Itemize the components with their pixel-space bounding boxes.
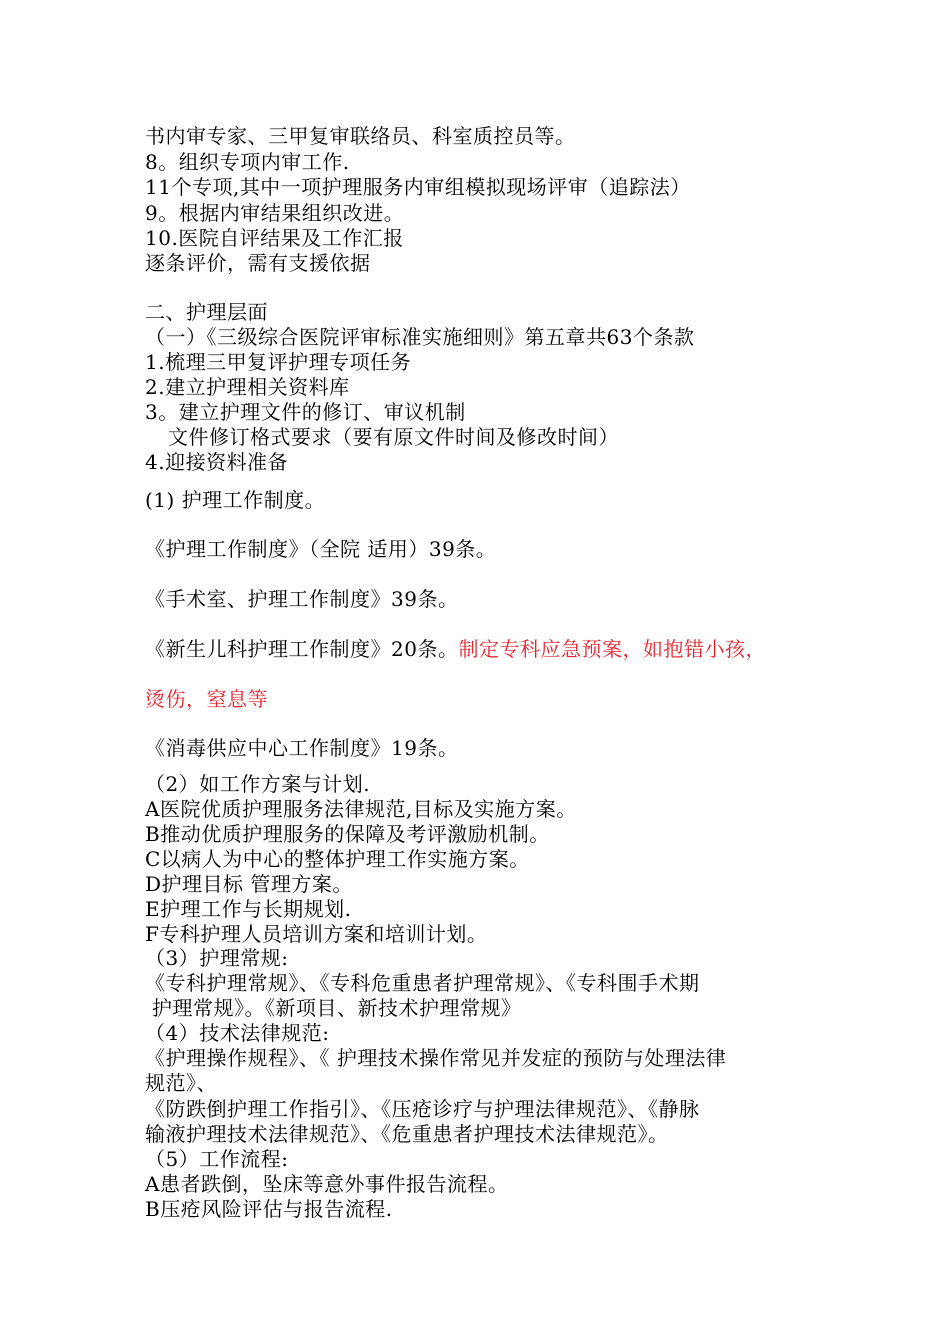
text-line: （一）《三级综合医院评审标准实施细则》第五章共63个条款 (145, 325, 695, 349)
section-heading: 二、护理层面 (145, 300, 268, 324)
text-line: 9。根据内审结果组织改进。 (145, 201, 405, 225)
text-line (145, 637, 766, 661)
text-line: E护理工作与长期规划. (145, 897, 352, 921)
text-line: 书内审专家、三甲复审联络员、科室质控员等。 (145, 124, 576, 148)
highlighted-note: 制定专科应急预案，如抱错小孩， (458, 637, 766, 661)
text-line: A患者跌倒，坠床等意外事件报告流程。 (145, 1172, 509, 1196)
text-line: B推动优质护理服务的保障及考评激励机制。 (145, 822, 550, 846)
text-line: F专科护理人员培训方案和培训计划。 (145, 922, 488, 946)
text-line: 1.梳理三甲复评护理专项任务 (145, 350, 412, 374)
text-line: C以病人为中心的整体护理工作实施方案。 (145, 847, 530, 871)
text-line: 输液护理技术法律规范》、《危重患者护理技术法律规范》。 (145, 1122, 669, 1146)
text-line: （2）如工作方案与计划. (145, 772, 371, 796)
text-line: 《消毒供应中心工作制度》19条。 (145, 736, 459, 760)
text-line: 《护理工作制度》（全院 适用）39条。 (145, 537, 497, 561)
text-line: D护理目标 管理方案。 (145, 872, 353, 896)
text-line: 文件修订格式要求（要有原文件时间及修改时间） (168, 425, 619, 449)
text-line: 逐条评价，需有支援依据 (145, 251, 371, 275)
highlighted-note-continued: 烫伤，窒息等 (145, 687, 268, 711)
text-line: （5）工作流程: (145, 1147, 289, 1171)
text-line: 《防跌倒护理工作指引》、《压疮诊疗与护理法律规范》、《静脉 (145, 1097, 700, 1121)
text-line: （4）技术法律规范: (145, 1021, 330, 1045)
text-line: A医院优质护理服务法律规范,目标及实施方案。 (145, 797, 577, 821)
text-line: 10.医院自评结果及工作汇报 (145, 226, 404, 250)
text-line: B压疮风险评估与报告流程. (145, 1197, 393, 1221)
text-line: 11个专项,其中一项护理服务内审组模拟现场评审（追踪法） (145, 175, 691, 199)
text-line: 《手术室、护理工作制度》39条。 (145, 587, 459, 611)
text-line: 《护理操作规程》、《 护理技术操作常见并发症的预防与处理法律 (145, 1046, 727, 1070)
text-line: 规范》、 (145, 1071, 217, 1095)
text-line: 4.迎接资料准备 (145, 450, 289, 474)
text-line: 8。组织专项内审工作. (145, 150, 350, 174)
text-line: 3。建立护理文件的修订、审议机制 (145, 400, 466, 424)
text-line: 护理常规》。《新项目、新技术护理常规》 (152, 996, 522, 1020)
text-line: （3）护理常规: (145, 946, 289, 970)
regulation-title: 《新生儿科护理工作制度》20条。 (145, 637, 459, 661)
text-line: (1) 护理工作制度。 (145, 488, 326, 512)
text-line: 2.建立护理相关资料库 (145, 375, 350, 399)
text-line: 《专科护理常规》、《专科危重患者护理常规》、《专科围手术期 (145, 971, 700, 995)
